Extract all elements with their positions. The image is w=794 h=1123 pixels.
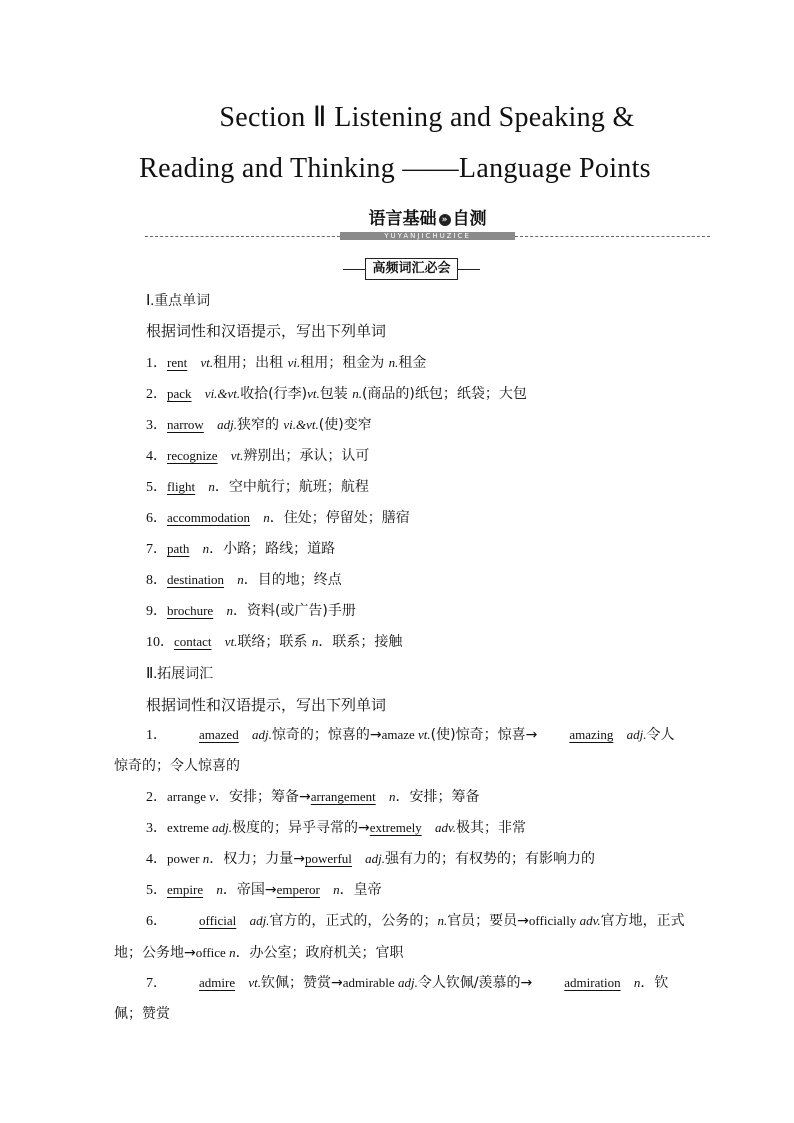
part-of-speech: vt.: [245, 975, 261, 990]
answer-word: accommodation: [167, 510, 251, 525]
item-number: 2．: [146, 387, 167, 402]
vocab-item: [146, 626, 686, 658]
definition: 租用；租金为: [300, 355, 389, 371]
definition: 包装: [319, 386, 353, 402]
part-of-speech: vi.: [287, 355, 301, 370]
banner-subtitle: YUYANJICHUZICE: [384, 232, 471, 240]
item-number: 6．: [146, 511, 167, 526]
part-of-speech: n: [329, 882, 340, 897]
definition: 极其；非常: [456, 820, 527, 836]
answer-word: path: [167, 541, 190, 556]
vocab-item: [146, 440, 686, 472]
definition: 狭窄的: [236, 417, 284, 433]
item-number: 1．: [146, 728, 167, 743]
part-of-speech: n.: [437, 913, 448, 928]
part-of-speech: adj.: [246, 913, 270, 928]
part-of-speech: adv.: [579, 913, 601, 928]
definition: ．空中航行；航班；航程: [214, 479, 369, 495]
definition: ．资料(或广告)手册: [232, 603, 356, 619]
definition: 令人钦佩/羡慕的→: [417, 975, 533, 991]
part-of-speech: vt.: [221, 634, 238, 649]
item-number: 2．: [146, 790, 167, 805]
part-of-speech: n: [213, 882, 223, 897]
answer-word: powerful: [304, 851, 352, 866]
answer-word: extremely: [369, 820, 422, 835]
answer-word: amazed: [199, 727, 239, 742]
answer-word: admiration: [564, 975, 621, 990]
section-1-label: 重点单词: [154, 293, 211, 309]
vocab-item: [146, 595, 686, 627]
vocab-item: [146, 564, 686, 596]
section-2-heading: [146, 663, 213, 683]
item-number: 6．: [146, 914, 167, 929]
definition: (使)变窄: [318, 417, 372, 433]
part-of-speech: vi.&vt.: [283, 417, 319, 432]
definition: ．帝国→: [222, 882, 277, 898]
vocab-item: [146, 781, 686, 813]
part-of-speech: adj.: [248, 727, 272, 742]
given-word: office: [195, 945, 230, 960]
section-1-heading: [146, 290, 210, 310]
part-of-speech: adj.: [397, 975, 418, 990]
answer-word: admire: [199, 975, 236, 990]
vocab-item: [146, 533, 686, 565]
part-of-speech: n: [205, 479, 215, 494]
answer-word: amazing: [569, 727, 614, 742]
item-number: 4．: [146, 449, 167, 464]
part-of-speech: n.: [388, 355, 399, 370]
definition: (使)惊奇；惊喜→: [430, 727, 538, 743]
part-of-speech: vt.: [227, 448, 244, 463]
section-2-instruction: 根据词性和汉语提示，写出下列单词: [146, 696, 387, 714]
definition: ．钦佩；赞赏: [114, 975, 669, 1022]
definition: 官员；要员→: [447, 913, 529, 929]
section-banner: [145, 208, 710, 244]
definition: (商品的)纸包；纸袋；大包: [361, 386, 527, 402]
definition: ．目的地；终点: [243, 572, 342, 588]
section-1-instruction: 根据词性和汉语提示，写出下列单词: [146, 322, 387, 340]
part-of-speech: n.: [352, 386, 362, 401]
part-of-speech: adj.: [212, 820, 232, 835]
vocab-item: [114, 719, 686, 782]
subheading-rule-right: [458, 269, 480, 270]
definition: ．小路；路线；道路: [209, 541, 336, 557]
banner-title: [340, 208, 515, 230]
given-word: arrange: [167, 789, 210, 804]
banner-divider-right: [515, 236, 710, 237]
definition: ．住处；停留处；膳宿: [269, 510, 410, 526]
arrow-icon: »: [439, 214, 451, 226]
given-word: amaze: [381, 727, 419, 742]
part-of-speech: n: [223, 603, 233, 618]
subheading: [343, 258, 480, 280]
answer-word: arrangement: [310, 789, 376, 804]
banner-title-b: 自测: [452, 209, 487, 229]
definition: 官方地，正式地；公务地→: [114, 913, 685, 961]
section-1-num: Ⅰ.: [146, 293, 155, 309]
item-number: 7．: [146, 542, 167, 557]
definition: ．权力；力量→: [209, 851, 305, 867]
part-of-speech: n: [199, 541, 210, 556]
part-of-speech: n: [260, 510, 270, 525]
vocab-item: [146, 347, 686, 379]
part-of-speech: vt.: [197, 355, 214, 370]
definition: ．安排；筹备→: [215, 789, 311, 805]
part-of-speech: adv.: [431, 820, 457, 835]
definition: 强有力的；有权势的；有影响力的: [385, 851, 596, 867]
answer-word: empire: [167, 882, 204, 897]
definition: ．安排；筹备: [395, 789, 480, 805]
vocab-item: [146, 378, 686, 410]
definition: 联络；联系: [237, 634, 312, 650]
vocab-item: [146, 502, 686, 534]
part-of-speech: n: [630, 975, 641, 990]
banner-divider-left: [145, 236, 345, 237]
item-number: 9．: [146, 604, 167, 619]
part-of-speech: vt.: [307, 386, 320, 401]
definition: 租金: [398, 355, 427, 371]
item-number: 3．: [146, 418, 167, 433]
section-2-label: 拓展词汇: [157, 666, 214, 682]
answer-word: narrow: [167, 417, 204, 432]
definition: 惊奇的；惊喜的→: [271, 727, 382, 743]
item-number: 1．: [146, 356, 167, 371]
given-word: admirable: [342, 975, 398, 990]
definition: 收拾(行李): [240, 386, 308, 402]
definition: 官方的，正式的，公务的；: [269, 913, 438, 929]
part-of-speech: adj.: [623, 727, 647, 742]
part-of-speech: vi.&vt.: [201, 386, 241, 401]
answer-word: brochure: [167, 603, 214, 618]
part-of-speech: adj.: [361, 851, 386, 866]
part-of-speech: vt.: [418, 727, 431, 742]
definition: 辨别出；承认；认可: [243, 448, 370, 464]
definition: ．联系；接触: [318, 634, 403, 650]
part-of-speech: n: [202, 851, 210, 866]
answer-word: contact: [174, 634, 212, 649]
item-number: 5．: [146, 883, 167, 898]
definition: ．皇帝: [339, 882, 382, 898]
vocab-item: [146, 471, 686, 503]
answer-word: rent: [167, 355, 188, 370]
item-number: 3．: [146, 821, 167, 836]
banner-title-a: 语言基础: [368, 209, 437, 229]
part-of-speech: n: [385, 789, 396, 804]
section-2-num: Ⅱ.: [146, 666, 158, 682]
answer-word: recognize: [167, 448, 218, 463]
document-title-line-1: Section Ⅱ Listening and Speaking &: [219, 102, 635, 133]
definition: 钦佩；赞赏→: [260, 975, 343, 991]
definition: 令人惊奇的；令人惊喜的: [114, 727, 675, 774]
answer-word: flight: [167, 479, 196, 494]
given-word: power: [167, 851, 203, 866]
definition: 极度的；异乎寻常的→: [232, 820, 370, 836]
part-of-speech: v: [209, 789, 215, 804]
answer-word: official: [199, 913, 237, 928]
vocab-item: [146, 409, 686, 441]
given-word: extreme: [167, 820, 213, 835]
given-word: officially: [528, 913, 580, 928]
vocab-item: [146, 843, 686, 875]
vocab-item: [114, 905, 686, 969]
part-of-speech: n: [234, 572, 244, 587]
part-of-speech: adj.: [213, 417, 237, 432]
item-number: 7．: [146, 976, 167, 991]
answer-word: emperor: [276, 882, 320, 897]
definition: 租用；出租: [213, 355, 288, 371]
answer-word: pack: [167, 386, 192, 401]
vocab-item: [146, 812, 686, 844]
item-number: 10．: [146, 635, 174, 650]
item-number: 8．: [146, 573, 167, 588]
document-title-line-2: Reading and Thinking ——Language Points: [139, 153, 651, 184]
vocab-item: [146, 874, 686, 906]
subheading-rule-left: [343, 269, 365, 270]
part-of-speech: n: [229, 945, 236, 960]
subheading-label: 高频词汇必会: [365, 258, 458, 280]
part-of-speech: n: [311, 634, 319, 649]
answer-word: destination: [167, 572, 225, 587]
item-number: 4．: [146, 852, 167, 867]
vocab-item: [114, 967, 686, 1030]
item-number: 5．: [146, 480, 167, 495]
definition: ．办公室；政府机关；官职: [235, 945, 404, 961]
